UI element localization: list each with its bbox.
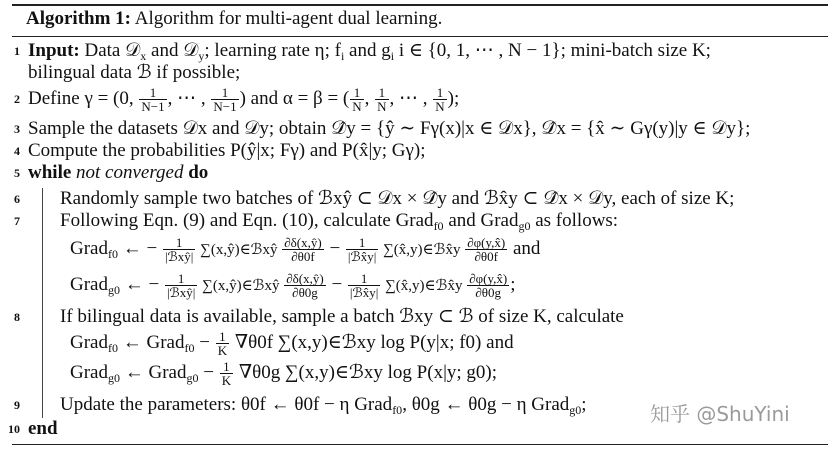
text: Grad [70, 274, 108, 295]
text: ∑(x,ŷ)∈ℬxŷ [196, 242, 282, 258]
text: ∑(x̂,y)∈ℬx̂y [379, 242, 465, 258]
text: ∂δ(x,ŷ) [284, 235, 322, 251]
text: ∂θ0g [475, 285, 502, 301]
text: − [326, 274, 347, 295]
text: g0 [186, 371, 199, 385]
text: ∂θ0g [292, 285, 318, 301]
text: Grad [70, 332, 108, 353]
caption-rule [12, 36, 828, 37]
text: and [508, 238, 541, 259]
text: 1 [346, 236, 378, 250]
text: 1 [163, 236, 195, 250]
caption-label: Algorithm 1: [26, 8, 132, 29]
text: Grad [70, 362, 108, 383]
text: ← − [117, 238, 162, 259]
text: 1 [216, 330, 229, 344]
text: and g [344, 40, 391, 61]
text: 1 [211, 86, 238, 100]
text: ; [581, 394, 587, 415]
text: |ℬx̂y| [347, 249, 377, 265]
text: ∂δ(x,ŷ) [286, 271, 324, 287]
text: x [140, 49, 147, 63]
text: K [221, 373, 232, 389]
input-keyword: Input: [28, 40, 80, 61]
while-keyword: while [28, 162, 72, 183]
text: Define γ = (0, [28, 88, 139, 109]
top-rule [12, 4, 828, 6]
text: f0 [107, 247, 118, 261]
line-number: 10 [8, 422, 20, 436]
text: and Grad [443, 210, 519, 231]
text: 1 [220, 360, 233, 374]
text: ∂θ0f [474, 249, 498, 265]
text: i [390, 49, 395, 63]
text: K [217, 343, 228, 359]
text: g0 [107, 371, 120, 385]
text: and 𝒟 [146, 40, 199, 61]
text: 1 [433, 86, 446, 100]
text: |ℬxŷ| [166, 285, 196, 301]
text: ∑(x̂,y)∈ℬx̂y [381, 278, 467, 294]
fraction [282, 236, 323, 263]
text: N [352, 99, 362, 115]
line-number: 7 [14, 214, 20, 228]
text: ; learning rate η; f [204, 40, 341, 61]
text: ) and α = β = ( [239, 88, 350, 109]
text: Following Eqn. (9) and Eqn. (10), calculate Grad [60, 210, 434, 231]
text: N [435, 99, 445, 115]
fraction [350, 86, 363, 113]
text: i ∈ {0, 1, ⋯ , N − 1}; mini-batch size K; [394, 40, 711, 61]
text: 1 [375, 86, 388, 100]
text: , ⋯ , [167, 88, 211, 109]
text: y [198, 49, 205, 63]
text: , θ0g ← θ0g − η Grad [402, 394, 570, 415]
line-number: 5 [14, 166, 20, 180]
text: f0 [107, 341, 118, 355]
caption-title: Algorithm for multi-agent dual learning. [134, 8, 443, 29]
text: Update the parameters: θ0f ← θ0f − η Grad [60, 394, 393, 415]
text: − [194, 332, 215, 353]
line-number: 1 [14, 44, 20, 58]
text: ∂φ(y,x̂) [467, 235, 506, 251]
text: Data 𝒟 [79, 40, 141, 61]
line-number: 9 [14, 398, 20, 412]
line-number: 4 [14, 144, 20, 158]
text: ← Grad [117, 332, 185, 353]
text: |ℬx̂y| [349, 285, 379, 301]
fraction [348, 272, 380, 299]
text: f0 [433, 219, 444, 233]
text: |ℬxŷ| [164, 249, 194, 265]
algorithm-caption [26, 8, 442, 30]
loop-bar [42, 188, 43, 418]
fraction [465, 236, 507, 263]
fraction [346, 236, 378, 263]
text: Compute the probabilities P(ŷ|x; Fγ) and P(x̂|y; Gγ); [28, 140, 426, 161]
fraction [165, 272, 197, 299]
text: 1 [165, 272, 197, 286]
text: g0 [107, 283, 120, 297]
text: 1 [350, 86, 363, 100]
line-number: 8 [14, 310, 20, 324]
text: N [377, 99, 387, 115]
text: ← − [119, 274, 164, 295]
text: ; [510, 274, 516, 295]
text: ); [447, 88, 460, 109]
text: bilingual data ℬ if possible; [28, 62, 241, 83]
text: as follows: [530, 210, 619, 231]
text: − [198, 362, 219, 383]
text: g0 [518, 219, 531, 233]
text: i [340, 49, 345, 63]
text: N−1 [213, 99, 237, 115]
text: N−1 [141, 99, 165, 115]
fraction [163, 236, 195, 263]
line-number: 3 [14, 122, 20, 136]
text: 1 [139, 86, 166, 100]
bottom-rule [12, 444, 828, 445]
text: ∂θ0f [291, 249, 315, 265]
text: not converged [71, 162, 189, 183]
fraction [139, 86, 166, 113]
text: f0 [392, 403, 403, 417]
text: ∇θ0f ∑(x,y)∈ℬxy log P(y|x; f0) and [230, 332, 514, 353]
fraction [220, 360, 233, 387]
text: − [324, 238, 345, 259]
line-number: 2 [14, 92, 20, 106]
line-number: 6 [14, 192, 20, 206]
text: g0 [569, 403, 582, 417]
fraction [216, 330, 229, 357]
end-keyword: end [28, 418, 58, 439]
text: ← Grad [119, 362, 187, 383]
text: f0 [184, 341, 195, 355]
text: Sample the datasets 𝒟x and 𝒟y; obtain 𝒟̂y = {ŷ ∼ Fγ(x)|x ∈ 𝒟x}, 𝒟̂x = {x̂ ∼ Gγ(y)|y ∈ 𝒟y}; [28, 118, 751, 139]
text: Grad [70, 238, 108, 259]
text: ∑(x,ŷ)∈ℬxŷ [198, 278, 284, 294]
text: 1 [348, 272, 380, 286]
text: ∇θ0g ∑(x,y)∈ℬxy log P(x|y; g0); [234, 362, 498, 383]
text: , ⋯ , [389, 88, 433, 109]
text: Randomly sample two batches of ℬxŷ ⊂ 𝒟x × 𝒟̂y and ℬx̂y ⊂ 𝒟̂x × 𝒟y, each of size K; [60, 188, 735, 209]
fraction [433, 86, 446, 113]
fraction [211, 86, 238, 113]
text: , [364, 88, 375, 109]
fraction [284, 272, 325, 299]
do-keyword: do [188, 162, 209, 183]
zhihu-watermark: 知乎 @ShuYini [650, 402, 790, 426]
fraction [467, 272, 509, 299]
text: If bilingual data is available, sample a batch ℬxy ⊂ ℬ of size K, calculate [60, 306, 624, 327]
text: ∂φ(y,x̂) [469, 271, 508, 287]
fraction [375, 86, 388, 113]
